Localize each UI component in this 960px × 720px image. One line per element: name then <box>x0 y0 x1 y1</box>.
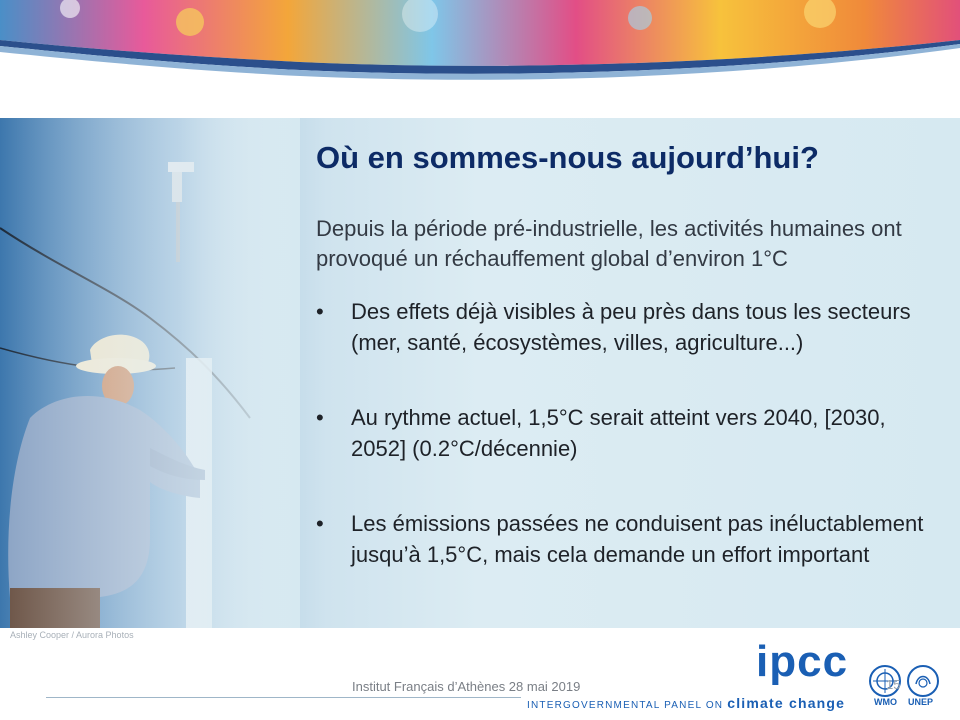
ipcc-subtitle <box>527 695 845 711</box>
header-banner <box>0 0 960 110</box>
bullet-marker: • <box>316 405 324 430</box>
unep-emblem-icon <box>906 664 940 698</box>
scientist-photo <box>0 118 300 628</box>
wmo-label: WMO <box>874 697 897 707</box>
bullet-item <box>316 508 926 570</box>
banner-artwork <box>0 0 960 110</box>
bullet-text: Au rythme actuel, 1,5°C serait atteint vers 2040, [2030, 2052] (0.2°C/décennie) <box>351 405 886 461</box>
bullet-marker: • <box>316 299 324 324</box>
unep-label: UNEP <box>908 697 934 707</box>
ipcc-logo: ipcc <box>756 637 849 686</box>
photo-credit: Ashley Cooper / Aurora Photos <box>10 630 134 640</box>
bullet-list <box>316 296 926 570</box>
footer-event: Institut Français d’Athènes 28 mai 2019 <box>352 679 581 694</box>
bullet-item <box>316 402 926 464</box>
footer-divider <box>46 697 521 698</box>
bullet-text: Les émissions passées ne conduisent pas inéluctablement jusqu’à 1,5°C, mais cela demande un effort important <box>351 511 924 567</box>
intro-text: Depuis la période pré-industrielle, les activités humaines ont provoqué un réchauffement global d’environ 1°C <box>316 216 902 271</box>
bullet-item <box>316 296 926 358</box>
bullet-text: Des effets déjà visibles à peu près dans tous les secteurs (mer, santé, écosystèmes, villes, agriculture...) <box>351 299 911 355</box>
ipcc-subtitle-prefix: INTERGOVERNMENTAL PANEL ON <box>527 700 724 711</box>
slide-title: Où en sommes-nous aujourd’hui? <box>316 140 819 175</box>
ipcc-subtitle-emphasis: climate change <box>727 695 846 711</box>
page-number: 15 <box>886 677 901 692</box>
bullet-marker: • <box>316 511 324 536</box>
